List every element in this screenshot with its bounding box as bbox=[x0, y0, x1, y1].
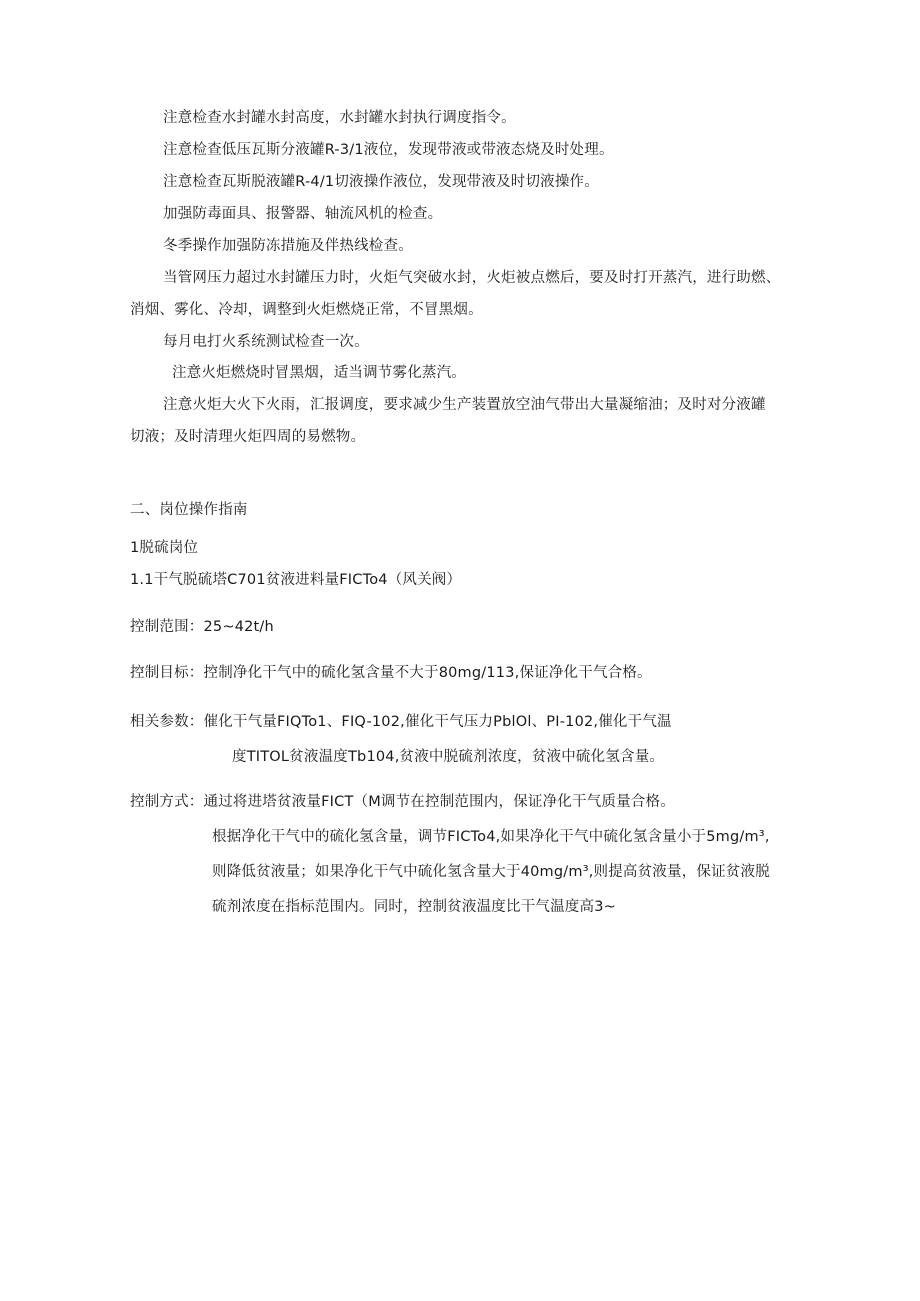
note-line-6: 当管网压力超过水封罐压力时，火炬气突破水封，火炬被点燃后，要及时打开蒸汽，进行助燃、 bbox=[163, 270, 781, 286]
note-line-4: 加强防毒面具、报警器、轴流风机的检查。 bbox=[163, 206, 443, 222]
subsection-title: 1脱硫岗位 bbox=[130, 540, 199, 556]
control-method-line-1: 控制方式：通过将进塔贫液量FICT（M调节在控制范围内，保证净化干气质量合格。 bbox=[130, 794, 675, 810]
note-line-5: 冬季操作加强防冻措施及伴热线检查。 bbox=[163, 238, 413, 254]
note-line-6-cont: 消烟、雾化、冷却，调整到火炬燃烧正常，不冒黑烟。 bbox=[130, 302, 483, 318]
note-line-9: 注意火炬大火下火雨，汇报调度，要求减少生产装置放空油气带出大量凝缩油；及时对分液罐 bbox=[163, 397, 766, 413]
control-method-line-3: 则降低贫液量；如果净化干气中硫化氢含量大于40mg/m³,则提高贫液量，保证贫液脱 bbox=[212, 864, 770, 880]
section-title: 二、岗位操作指南 bbox=[130, 502, 248, 518]
control-method-line-4: 硫剂浓度在指标范围内。同时，控制贫液温度比干气温度高3~ bbox=[212, 899, 616, 915]
related-params-line-2: 度TITOL贫液温度Tb104,贫液中脱硫剂浓度，贫液中硫化氢含量。 bbox=[232, 749, 665, 765]
related-params-line-1: 相关参数：催化干气量FIQTo1、FIQ-102,催化干气压力PblOl、PI-102,催化干气温 bbox=[130, 714, 672, 730]
control-target: 控制目标：控制净化干气中的硫化氢含量不大于80mg/113,保证净化干气合格。 bbox=[130, 665, 652, 681]
note-line-1: 注意检查水封罐水封高度，水封罐水封执行调度指令。 bbox=[163, 110, 516, 126]
note-line-7: 每月电打火系统测试检查一次。 bbox=[163, 334, 369, 350]
control-method-line-2: 根据净化干气中的硫化氢含量，调节FICTo4,如果净化干气中硫化氢含量小于5mg/m³, bbox=[212, 829, 770, 845]
item-title: 1.1干气脱硫塔C701贫液进料量FICTo4（风关阀） bbox=[130, 572, 462, 588]
note-line-3: 注意检查瓦斯脱液罐R-4/1切液操作液位，发现带液及时切液操作。 bbox=[163, 174, 599, 190]
note-line-9-cont: 切液；及时清理火炬四周的易燃物。 bbox=[130, 429, 366, 445]
note-line-8: 注意火炬燃烧时冒黑烟，适当调节雾化蒸汽。 bbox=[172, 365, 466, 381]
control-range: 控制范围：25~42t/h bbox=[130, 619, 274, 635]
note-line-2: 注意检查低压瓦斯分液罐R-3/1液位，发现带液或带液态烧及时处理。 bbox=[163, 142, 614, 158]
